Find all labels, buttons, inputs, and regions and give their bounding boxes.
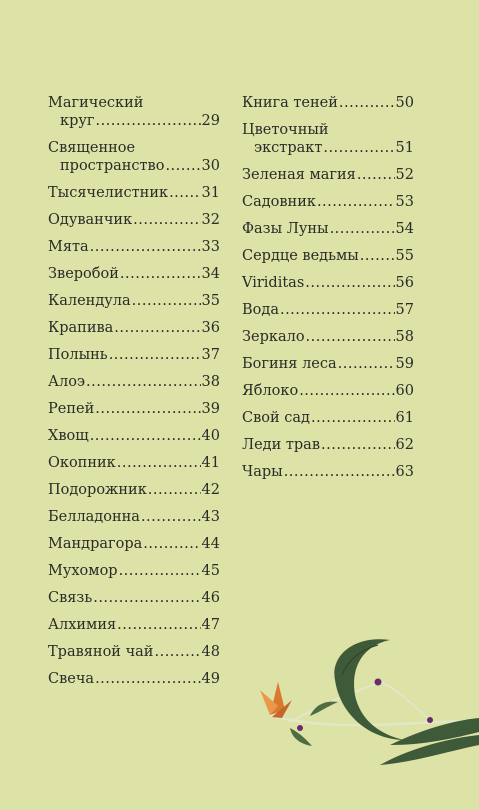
- toc-entry-title: Свеча: [48, 671, 95, 687]
- dot-leader: [109, 346, 201, 364]
- dot-leader: [114, 319, 200, 337]
- toc-page-number: 51: [395, 140, 414, 156]
- toc-page-number: 36: [201, 320, 220, 336]
- toc-entry-title: Мята: [48, 239, 89, 255]
- toc-entry[interactable]: [242, 436, 414, 454]
- toc-page-number: 37: [201, 347, 220, 363]
- toc-entry[interactable]: [242, 247, 414, 265]
- toc-entry[interactable]: [242, 121, 414, 157]
- toc-entry[interactable]: [48, 292, 220, 310]
- toc-page-number: 29: [201, 113, 220, 129]
- toc-entry-title: Репей: [48, 401, 95, 417]
- dot-leader: [165, 157, 200, 175]
- toc-page-number: 38: [201, 374, 220, 390]
- toc-entry-title: Хвощ: [48, 428, 89, 444]
- toc-entry[interactable]: [48, 427, 220, 445]
- toc-entry[interactable]: [242, 328, 414, 346]
- toc-entry-title: Вода: [242, 302, 279, 318]
- dot-leader: [120, 265, 201, 283]
- dot-leader: [317, 193, 395, 211]
- toc-entry[interactable]: [48, 508, 220, 526]
- toc-entry-title: Чары: [242, 464, 283, 480]
- botanical-sprig-icon: [230, 620, 479, 810]
- toc-entry[interactable]: [242, 355, 414, 373]
- toc-page-number: 50: [395, 95, 414, 111]
- toc-entry[interactable]: [48, 616, 220, 634]
- toc-entry-title: Алхимия: [48, 617, 117, 633]
- toc-entry[interactable]: [48, 346, 220, 364]
- toc-page-number: 58: [395, 329, 414, 345]
- dot-leader: [321, 436, 395, 454]
- dot-leader: [323, 139, 394, 157]
- toc-entry-title: Сердце ведьмы: [242, 248, 359, 264]
- toc-entry-title: Книга теней: [242, 95, 338, 111]
- toc-page-number: 63: [395, 464, 414, 480]
- dot-leader: [95, 670, 200, 688]
- dot-leader: [132, 292, 201, 310]
- toc-entry[interactable]: [48, 265, 220, 283]
- toc-column-left: [48, 94, 220, 697]
- toc-entry-title-line: Магический: [48, 95, 144, 111]
- toc-entry-title: Фазы Луны: [242, 221, 329, 237]
- toc-entry-title: Зверобой: [48, 266, 119, 282]
- toc-entry-title: Полынь: [48, 347, 108, 363]
- toc-entry-title: Тысячелистник: [48, 185, 169, 201]
- toc-entry-title: Окопник: [48, 455, 116, 471]
- toc-entry-title: Яблоко: [242, 383, 299, 399]
- toc-entry[interactable]: [242, 94, 414, 112]
- dot-leader: [306, 328, 395, 346]
- toc-page-number: 40: [201, 428, 220, 444]
- toc-entry[interactable]: [48, 670, 220, 688]
- dot-leader: [117, 616, 200, 634]
- toc-entry-title: Садовник: [242, 194, 316, 210]
- toc-entry-title: Леди трав: [242, 437, 320, 453]
- dot-leader: [143, 535, 200, 553]
- toc-entry[interactable]: [48, 94, 220, 130]
- dot-leader: [357, 166, 395, 184]
- toc-page-number: 30: [201, 158, 220, 174]
- toc-entry-title: экстракт: [254, 140, 323, 156]
- toc-entry-title: Календула: [48, 293, 131, 309]
- dot-leader: [95, 112, 200, 130]
- toc-page-number: 45: [201, 563, 220, 579]
- toc-entry[interactable]: [48, 139, 220, 175]
- dot-leader: [95, 400, 200, 418]
- toc-entry-title: Зеленая магия: [242, 167, 356, 183]
- dot-leader: [360, 247, 395, 265]
- toc-entry-title: Свой сад: [242, 410, 310, 426]
- dot-leader: [119, 562, 201, 580]
- toc-entry[interactable]: [242, 193, 414, 211]
- toc-page-number: 34: [201, 266, 220, 282]
- dot-leader: [299, 382, 394, 400]
- toc-entry[interactable]: [48, 481, 220, 499]
- dot-leader: [93, 589, 200, 607]
- toc-page-number: 32: [201, 212, 220, 228]
- dot-leader: [90, 238, 201, 256]
- toc-entry-title-line: Цветочный: [242, 122, 329, 138]
- toc-entry[interactable]: [242, 463, 414, 481]
- toc-page-number: 35: [201, 293, 220, 309]
- toc-entry[interactable]: [48, 643, 220, 661]
- toc-page-number: 39: [201, 401, 220, 417]
- dot-leader: [284, 463, 395, 481]
- toc-entry[interactable]: [242, 409, 414, 427]
- toc-entry-title: Алоэ: [48, 374, 86, 390]
- toc-page-number: 62: [395, 437, 414, 453]
- toc-entry-title: Viriditas: [242, 275, 305, 291]
- toc-page-number: 33: [201, 239, 220, 255]
- toc-entry-title: пространство: [60, 158, 165, 174]
- toc-entry[interactable]: [48, 535, 220, 553]
- toc-page-number: 43: [201, 509, 220, 525]
- toc-entry-title: Одуванчик: [48, 212, 133, 228]
- toc-entry-title-line: Священное: [48, 140, 136, 156]
- dot-leader: [305, 274, 394, 292]
- toc-entry[interactable]: [48, 400, 220, 418]
- toc-page-number: 60: [395, 383, 414, 399]
- toc-page-number: 56: [395, 275, 414, 291]
- toc-entry[interactable]: [48, 238, 220, 256]
- toc-page-number: 48: [201, 644, 220, 660]
- toc-page-number: 61: [395, 410, 414, 426]
- toc-entry[interactable]: [242, 220, 414, 238]
- dot-leader: [330, 220, 395, 238]
- toc-entry-title: круг: [60, 113, 95, 129]
- toc-entry-title: Травяной чай: [48, 644, 154, 660]
- dot-leader: [133, 211, 200, 229]
- dot-leader: [90, 427, 201, 445]
- toc-entry[interactable]: [48, 373, 220, 391]
- dot-leader: [141, 508, 201, 526]
- toc-entry[interactable]: [242, 166, 414, 184]
- toc-page-number: 54: [395, 221, 414, 237]
- toc-page-number: 41: [201, 455, 220, 471]
- toc-entry-title: Мандрагора: [48, 536, 143, 552]
- toc-entry-title: Мухомор: [48, 563, 118, 579]
- toc-page-number: 53: [395, 194, 414, 210]
- toc-page-number: 42: [201, 482, 220, 498]
- dot-leader: [280, 301, 395, 319]
- toc-page-number: 49: [201, 671, 220, 687]
- toc-entry[interactable]: [48, 454, 220, 472]
- dot-leader: [169, 184, 200, 202]
- toc-page-number: 44: [201, 536, 220, 552]
- toc-entry-title: Связь: [48, 590, 93, 606]
- toc-entry[interactable]: [242, 301, 414, 319]
- dot-leader: [311, 409, 395, 427]
- toc-page-number: 47: [201, 617, 220, 633]
- dot-leader: [86, 373, 201, 391]
- dot-leader: [117, 454, 201, 472]
- toc-column-right: [242, 94, 414, 490]
- toc-entry[interactable]: [48, 211, 220, 229]
- dot-leader: [154, 643, 200, 661]
- toc-entry[interactable]: [242, 274, 414, 292]
- dot-leader: [338, 355, 395, 373]
- toc-entry-title: Зеркало: [242, 329, 305, 345]
- toc-page-number: 52: [395, 167, 414, 183]
- toc-entry[interactable]: [48, 589, 220, 607]
- toc-page-number: 57: [395, 302, 414, 318]
- toc-entry-title: Подорожник: [48, 482, 147, 498]
- toc-page-number: 59: [395, 356, 414, 372]
- toc-entry[interactable]: [48, 319, 220, 337]
- toc-entry-title: Богиня леса: [242, 356, 337, 372]
- dot-leader: [148, 481, 201, 499]
- toc-page-number: 31: [201, 185, 220, 201]
- toc-entry[interactable]: [48, 184, 220, 202]
- toc-entry[interactable]: [48, 562, 220, 580]
- toc-entry[interactable]: [242, 382, 414, 400]
- toc-page-number: 55: [395, 248, 414, 264]
- toc-entry-title: Крапива: [48, 320, 114, 336]
- toc-entry-title: Белладонна: [48, 509, 140, 525]
- dot-leader: [339, 94, 395, 112]
- toc-page-number: 46: [201, 590, 220, 606]
